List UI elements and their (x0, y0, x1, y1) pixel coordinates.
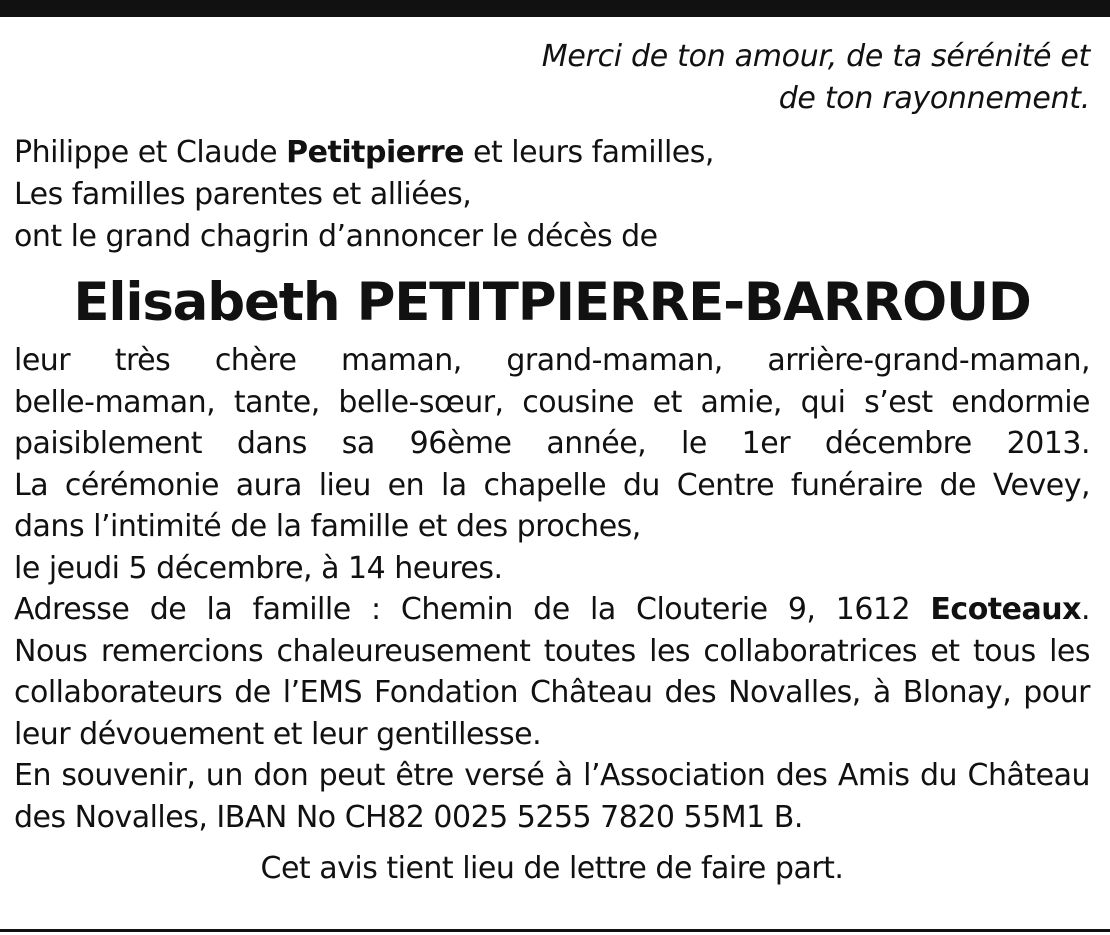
epigraph (14, 36, 1090, 120)
body-line: leur très chère maman, grand-maman, arrière-grand-maman, (14, 343, 1090, 378)
body-line: dans l’intimité de la famille et des proches, (14, 509, 641, 544)
body-line: le jeudi 5 décembre, à 14 heures. (14, 550, 503, 586)
body-line: collaborateurs de l’EMS Fondation Château des Novalles, à Blonay, pour (14, 675, 1090, 710)
body-line: leur dévouement et leur gentillesse. (14, 716, 542, 752)
body-line: paisiblement dans sa 96ème année, le 1er décembre 2013. (14, 426, 1090, 461)
body-line: En souvenir, un don peut être versé à l’Association des Amis du Château (14, 758, 1090, 793)
body-line: La cérémonie aura lieu en la chapelle du Centre funéraire de Vevey, (14, 467, 1090, 503)
intro-line-announcement: ont le grand chagrin d’annoncer le décès de (14, 219, 658, 254)
obituary-notice (14, 36, 1090, 890)
family-surname: Petitpierre (286, 135, 465, 170)
body-line: des Novalles, IBAN No CH82 0025 5255 7820 55M1 B. (14, 799, 803, 835)
address-locality: Ecoteaux (930, 592, 1081, 627)
intro-text: et leurs familles, (464, 135, 714, 170)
body-line: Nous remercions chaleureusement toutes les collaboratrices et tous les (14, 633, 1090, 669)
bottom-border-rule (0, 929, 1110, 932)
address-text: . (1080, 592, 1090, 627)
notice-body (14, 340, 1090, 838)
address-text: Adresse de la famille : Chemin de la Clouterie 9, 1612 (14, 592, 931, 627)
family-address (14, 589, 1090, 631)
closing-note: Cet avis tient lieu de lettre de faire part. (260, 851, 844, 886)
intro-line-relatives: Les familles parentes et alliées, (14, 177, 472, 212)
epigraph-line: Merci de ton amour, de ta sérénité et (541, 39, 1090, 74)
body-line: belle-maman, tante, belle-sœur, cousine et amie, qui s’est endormie (14, 384, 1090, 420)
intro-line-families (14, 132, 1090, 174)
epigraph-line: de ton rayonnement. (778, 81, 1090, 116)
family-announcement (14, 132, 1090, 258)
top-border-rule (0, 0, 1110, 17)
deceased-name: Elisabeth PETITPIERRE-BARROUD (73, 272, 1031, 333)
intro-text: Philippe et Claude (14, 135, 287, 170)
